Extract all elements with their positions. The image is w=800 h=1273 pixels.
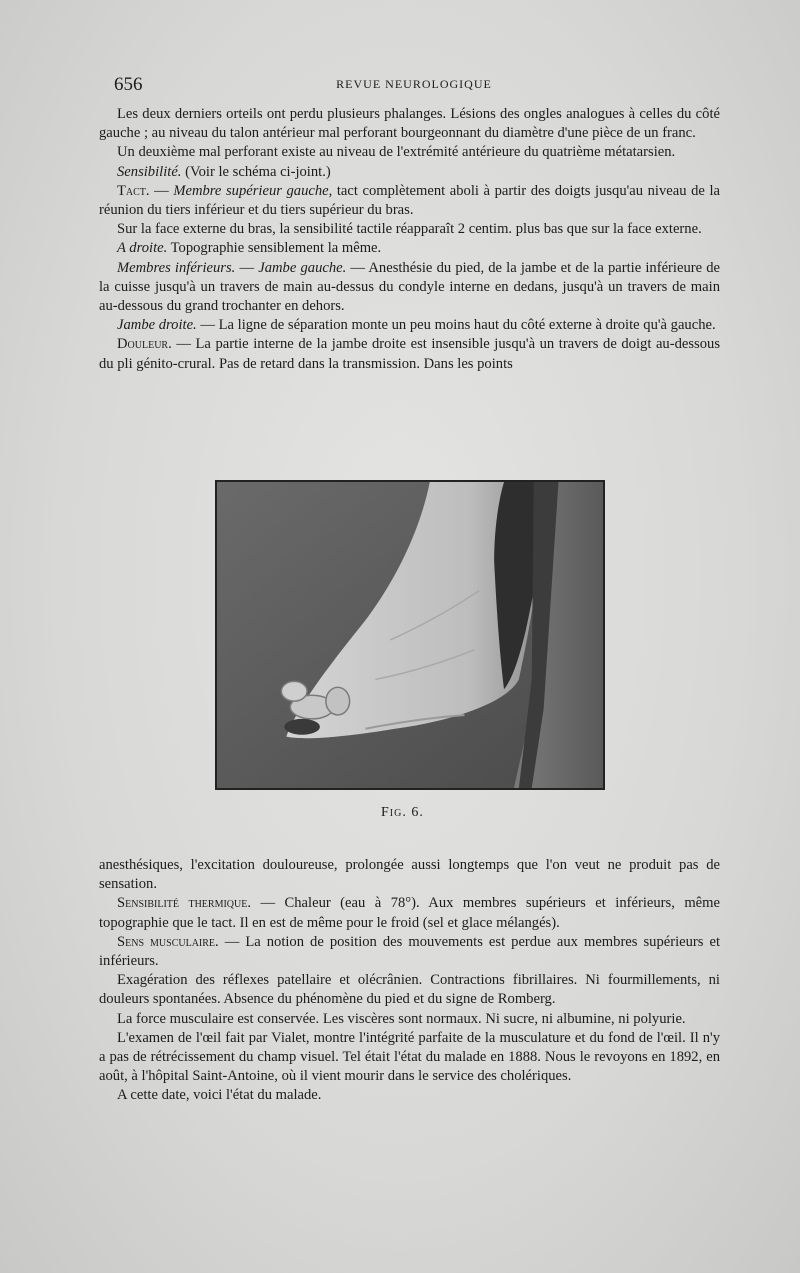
paragraph: Un deuxième mal perforant existe au niveau de l'extrémité antérieure du quatrième métatarsien. (117, 144, 676, 161)
paragraph (99, 335, 720, 373)
page-header (114, 74, 714, 96)
paragraph: Tact. — Membre supérieur gauche, tact complètement aboli à partir des doigts jusqu'au niveau de la réunion du tiers inférieur et du tiers supérieur du bras. (99, 182, 720, 219)
page-number: 656 (114, 74, 143, 95)
subsection-label: A droite. (117, 240, 168, 257)
paragraph: Exagération des réflexes patellaire et olécrânien. Contractions fibrillaires. Ni fourmillements, ni douleurs spontanées. Absence du phénomène du pied et du signe de Romberg. (99, 972, 720, 1008)
paragraph: La force musculaire est conservée. Les viscères sont normaux. Ni sucre, ni albumine, ni polyurie. (117, 1010, 686, 1027)
subsection-label: Membre supérieur gauche, (173, 182, 333, 199)
paragraph-text: — Chaleur (eau à 78°). Aux membres supérieurs et inférieurs, même topographie que le tact. Il en est de même pour le froid (sel et glace mélangés). (99, 895, 720, 931)
running-title: REVUE NEUROLOGIQUE (336, 77, 492, 91)
section-label: Sensibilité. (117, 163, 182, 180)
paragraph (99, 316, 720, 335)
paragraph (99, 933, 720, 971)
foot-photo-illustration (217, 482, 603, 788)
paragraph: L'examen de l'œil fait par Vialet, montre l'intégrité parfaite de la musculature et du fond de l'œil. Il n'y a pas de rétrécissement du champ visuel. Tel était l'état du malade en 1888. Nous le revoyons en 1892, en août, à l'hôpital Saint-Antoine, où il vient mourir dans le service des cholériques. (99, 1029, 720, 1085)
section-label: Sensibilité thermique. (117, 895, 251, 912)
paragraph-text: Topographie sensiblement la même. (167, 240, 382, 257)
paragraph-text: — La partie interne de la jambe droite est insensible jusqu'à un travers de doigt au-dessous du pli génito-crural. Pas de retard dans la transmission. Dans les points (99, 336, 720, 372)
paragraph: Sur la face externe du bras, la sensibilité tactile réapparaît 2 centim. plus bas que sur la face externe. (117, 221, 702, 238)
paragraph: Les deux derniers orteils ont perdu plusieurs phalanges. Lésions des ongles analogues à celles du côté gauche ; au niveau du talon antérieur mal perforant bourgeonnant du diamètre d'une pièce de un franc. (99, 106, 720, 142)
subsection-label: Membres inférieurs. (117, 259, 236, 276)
subsection-label: Jambe droite. (117, 317, 197, 334)
body-text-top (99, 105, 720, 374)
paragraph (99, 163, 720, 182)
section-label: Tact. (117, 182, 150, 199)
paragraph: Membres inférieurs. — Jambe gauche. — Anesthésie du pied, de la jambe et de la partie inférieure de la cuisse jusqu'à un travers de main au-dessus du condyle interne en dedans, jusqu'à un travers de main au-dessous du grand trochanter en dehors. (99, 259, 721, 315)
body-text-bottom (99, 856, 720, 1106)
section-label: Sens musculaire. (117, 933, 219, 950)
paragraph: A cette date, voici l'état du malade. (117, 1087, 322, 1104)
paragraph: anesthésiques, l'excitation douloureuse, prolongée aussi longtemps que l'on veut ne produit pas de sensation. (99, 857, 720, 893)
paragraph (99, 239, 720, 258)
paragraph-text: — Anesthésie du pied, de la jambe et de la partie inférieure de la cuisse jusqu'à un travers de main au-dessus du condyle interne en dedans, jusqu'à un travers de main au-dessous du grand trochanter en dehors. (99, 259, 721, 315)
paragraph-text: — La notion de position des mouvements est perdue aux membres supérieurs et inférieurs. (99, 933, 721, 970)
paragraph (99, 894, 720, 932)
section-label: Douleur. (117, 336, 172, 353)
paragraph-text: — La ligne de séparation monte un peu moins haut du côté externe à droite qu'à gauche. (196, 317, 716, 334)
paragraph-text: (Voir le schéma ci-joint.) (181, 163, 331, 180)
subsection-label: Jambe gauche. (258, 259, 347, 276)
figure-photograph-foot (215, 480, 605, 790)
figure-caption: Fig. 6. (381, 805, 424, 820)
paragraph-text: tact complètement aboli à partir des doigts jusqu'au niveau de la réunion du tiers inférieur et du tiers supérieur du bras. (99, 182, 720, 219)
